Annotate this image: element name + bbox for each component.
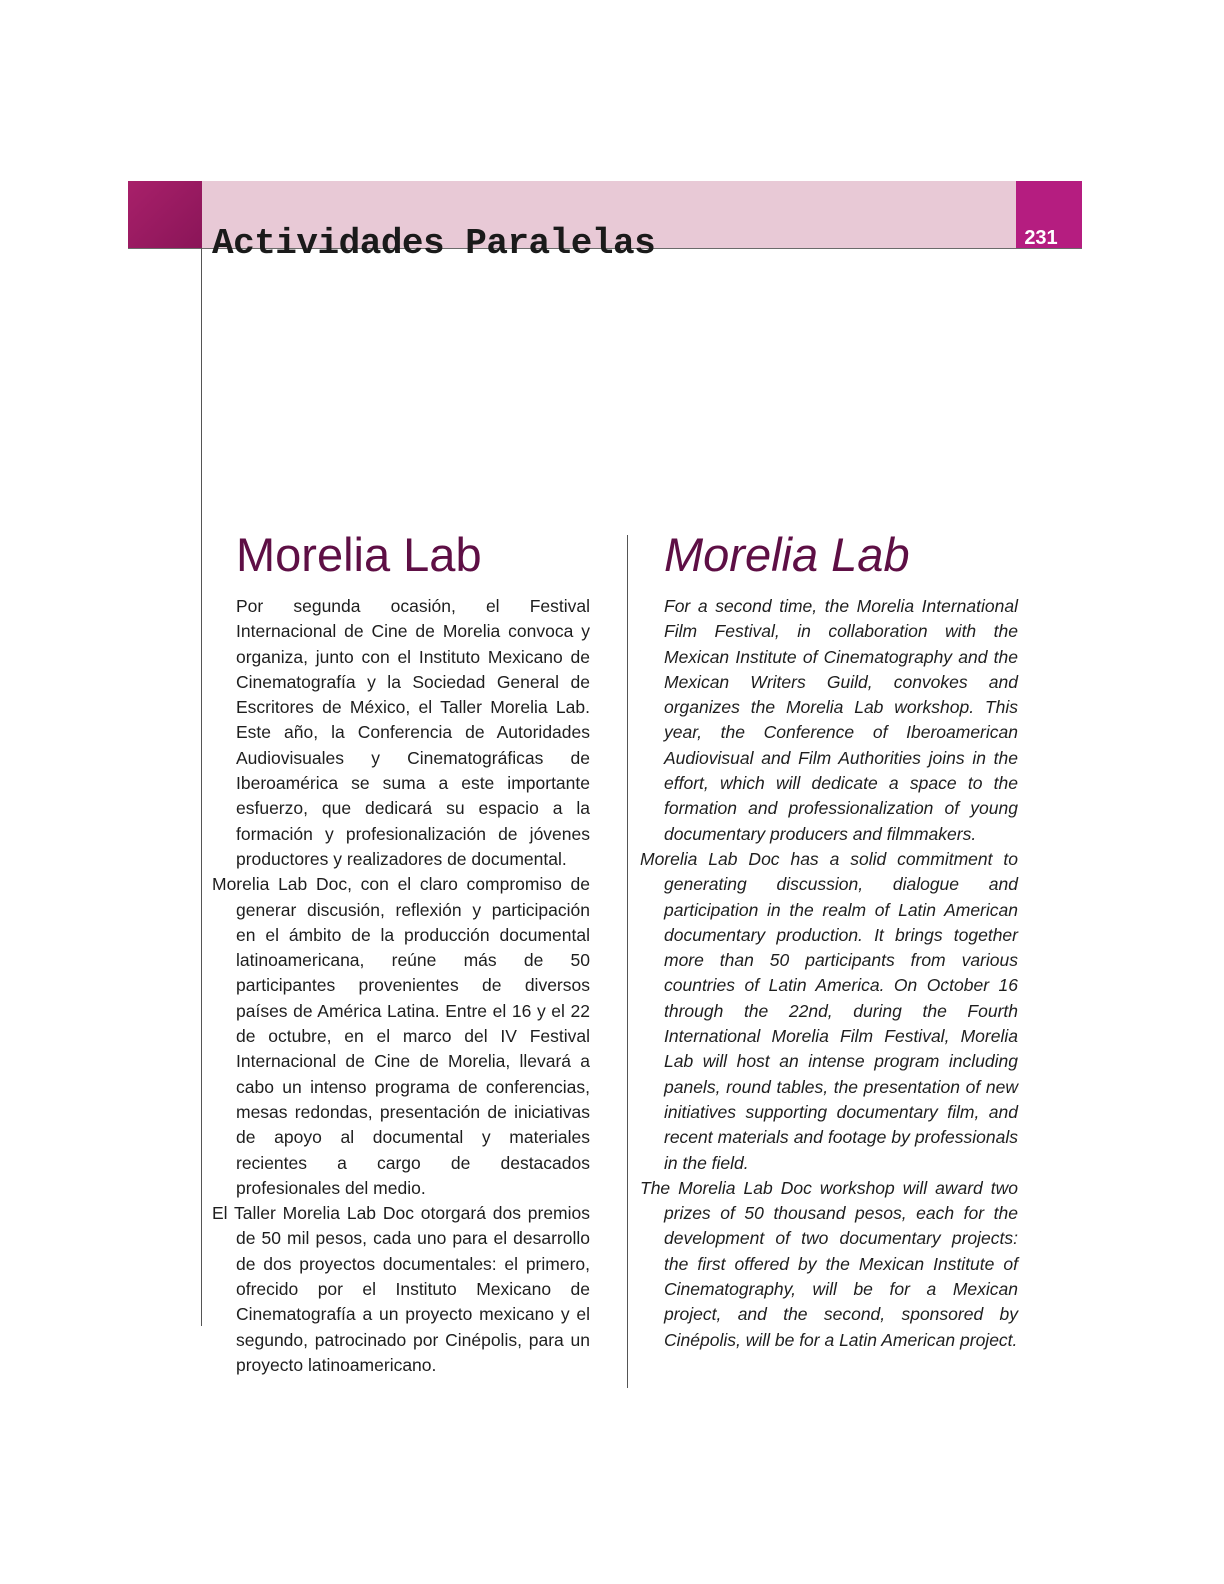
- page-number: 231: [1024, 227, 1058, 249]
- spanish-paragraph-3: El Taller Morelia Lab Doc otorgará dos premios de 50 mil pesos, cada uno para el desarrollo de dos proyectos documentales: el primero, ofrecido por el Instituto Mexicano de Cinematografía a un proyecto mexicano y el segundo, patrocinado por Cinépolis, para un proyecto latinoamericano.: [212, 1203, 590, 1375]
- spanish-heading: Morelia Lab: [236, 528, 482, 581]
- spanish-column: [212, 524, 590, 1378]
- section-title: Actividades Paralelas: [212, 223, 656, 264]
- english-paragraph-3: The Morelia Lab Doc workshop will award two prizes of 50 thousand pesos, each for the development of two documentary projects: the first offered by the Mexican Institute of Cinematography, will be for a Mexican project, and the second, sponsored by Cinépolis, will be for a Latin American project.: [640, 1177, 1018, 1350]
- english-paragraph-1: For a second time, the Morelia International Film Festival, in collaboration with the Mexican Institute of Cinematography and the Mexican Writers Guild, convokes and organizes the Morelia Lab workshop. This year, the Conference of Iberoamerican Audiovisual and Film Authorities joins in the effort, which will dedicate a space to the formation and professionalization of young documentary producers and filmmakers.: [664, 596, 1018, 844]
- spanish-paragraph-2: Morelia Lab Doc, con el claro compromiso de generar discusión, reflexión y participación en el ámbito de la producción documental latinoamericana, reúne más de 50 participantes provenientes de diversos países de América Latina. Entre el 16 y el 22 de octubre, en el marco del IV Festival Internacional de Cine de Morelia, llevará a cabo un intenso programa de conferencias, mesas redondas, presentación de iniciativas de apoyo al documental y materiales recientes a cargo de destacados profesionales del medio.: [212, 874, 590, 1198]
- column-divider: [627, 535, 628, 1388]
- english-paragraph-2: Morelia Lab Doc has a solid commitment to generating discussion, dialogue and participation in the realm of Latin American documentary production. It brings together more than 50 participants from various countries of Latin America. On October 16 through the 22nd, during the Fourth International Morelia Film Festival, Morelia Lab will host an intense program including panels, round tables, the presentation of new initiatives supporting documentary film, and recent materials and footage by professionals in the field.: [640, 848, 1018, 1173]
- english-heading: Morelia Lab: [664, 528, 910, 581]
- spanish-paragraph-1: Por segunda ocasión, el Festival Internacional de Cine de Morelia convoca y organiza, junto con el Instituto Mexicano de Cinematografía y la Sociedad General de Escritores de México, el Taller Morelia Lab. Este año, la Conferencia de Autoridades Audiovisuales y Cinematográficas de Iberoamérica se suma a este importante esfuerzo, que dedicará su espacio a la formación y profesionalización de jóvenes productores y realizadores de documental.: [236, 596, 590, 869]
- header-accent-left: [128, 181, 202, 248]
- english-column: [640, 524, 1018, 1353]
- left-margin-rule: [201, 248, 202, 1326]
